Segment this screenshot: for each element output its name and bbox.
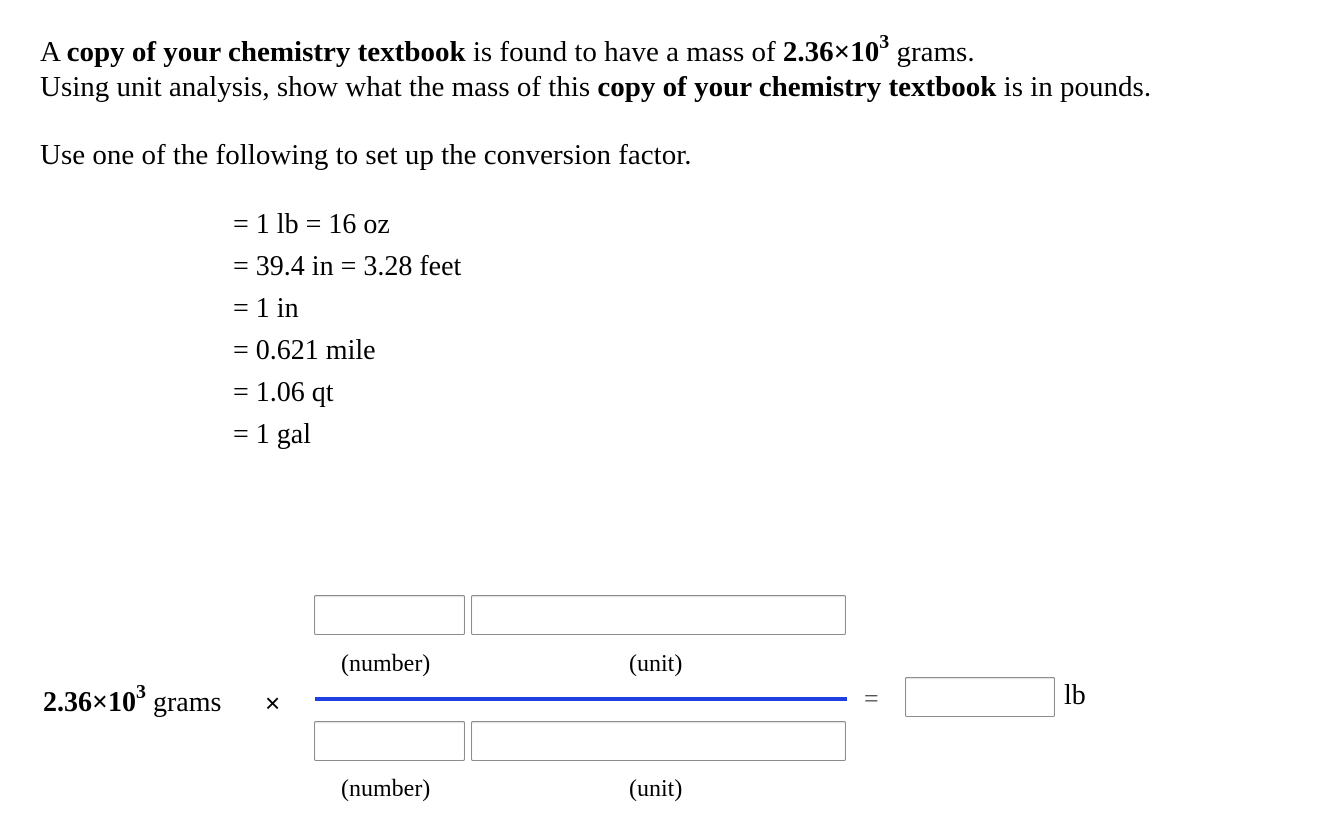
conversion-rhs: = 1 in xyxy=(233,293,299,324)
mass-exponent: 3 xyxy=(879,31,890,53)
conversion-rhs: = 0.621 mile xyxy=(233,335,376,366)
denominator-unit-input[interactable] xyxy=(471,721,846,761)
denominator-number-caption: (number) xyxy=(341,776,431,802)
conversion-rhs: = 1 lb = 16 oz xyxy=(233,209,390,240)
conversion-rhs: = 39.4 in = 3.28 feet xyxy=(233,251,462,282)
result-input[interactable] xyxy=(905,677,1055,717)
question-text: Using unit analysis, show what the mass of this xyxy=(40,71,598,103)
denominator-unit-caption: (unit) xyxy=(629,776,683,802)
question-text: is found to have a mass of xyxy=(465,36,783,68)
multiply-symbol: × xyxy=(265,688,281,718)
given-mass-value: $2.36\times 10^3$ xyxy=(782,31,890,68)
numerator-number-caption: (number) xyxy=(341,651,431,677)
instruction-text: Use one of the following to set up the conversion factor. xyxy=(40,139,692,171)
numerator-number-input[interactable] xyxy=(314,595,465,635)
question-text: grams. xyxy=(889,36,975,68)
equals-symbol: = xyxy=(864,684,879,713)
numerator-unit-input[interactable] xyxy=(471,595,846,635)
denominator-number-input[interactable] xyxy=(314,721,465,761)
given-exponent: 3 xyxy=(135,681,146,703)
conversion-rhs: = 1.06 qt xyxy=(233,377,334,408)
given-mass-number: $2.36\times 10^3$ xyxy=(43,681,146,718)
result-unit-label: lb xyxy=(1064,680,1086,711)
question-text: is in pounds. xyxy=(996,71,1152,103)
question-line-1 xyxy=(40,31,975,69)
numerator-unit-caption: (unit) xyxy=(629,651,683,677)
question-bold-subject: copy of your chemistry textbook xyxy=(597,71,997,103)
question-bold-subject: copy of your chemistry textbook xyxy=(66,36,466,68)
question-line-2 xyxy=(40,70,1151,104)
question-text: A xyxy=(40,36,67,68)
given-quantity xyxy=(43,681,222,720)
given-unit: grams xyxy=(145,687,222,718)
fraction-bar xyxy=(315,697,847,701)
conversion-rhs: = 1 gal xyxy=(233,419,311,450)
